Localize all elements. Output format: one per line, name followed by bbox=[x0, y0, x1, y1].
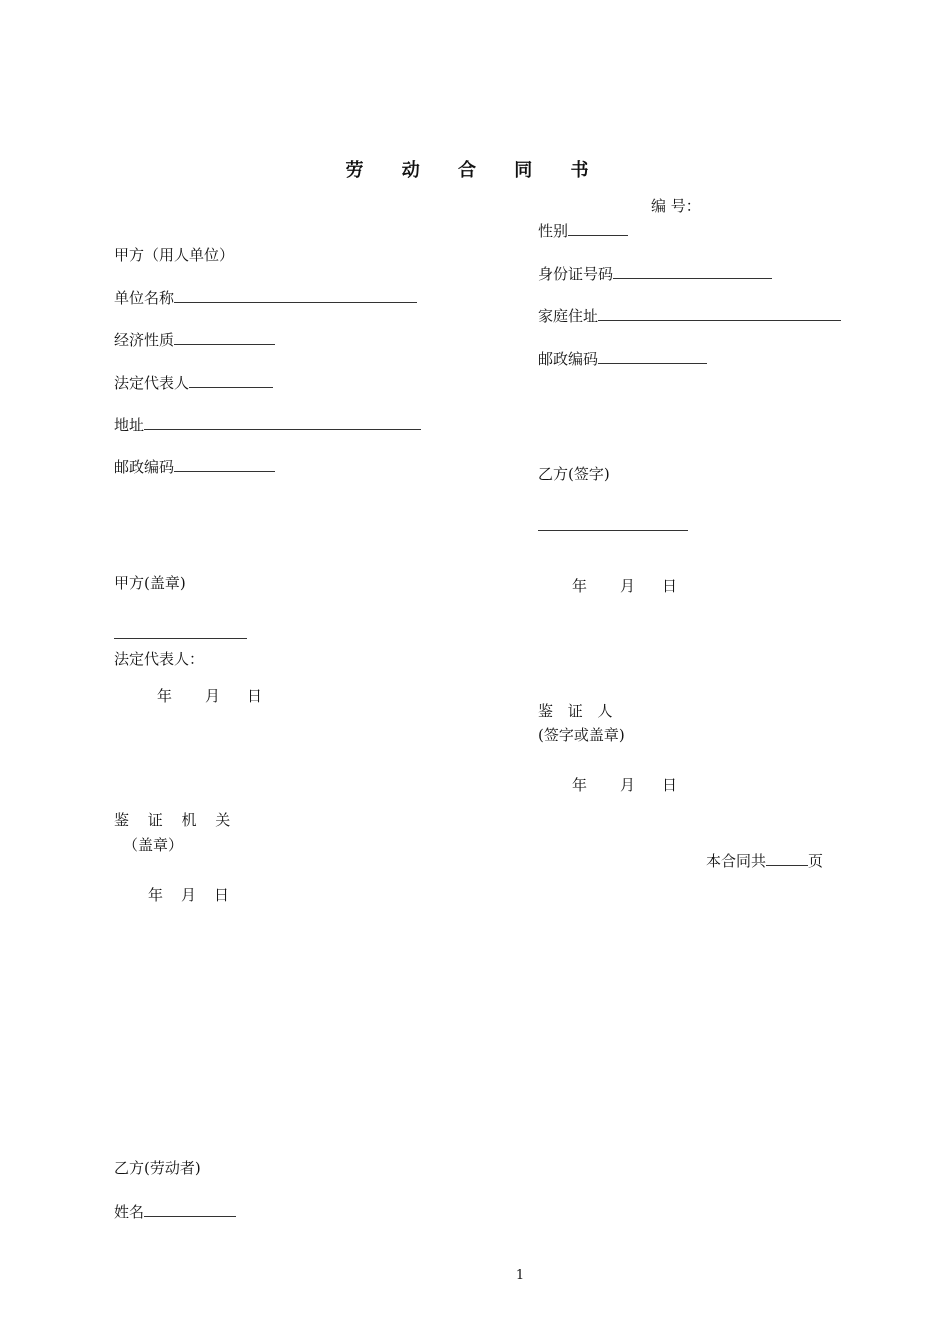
page-number: 1 bbox=[515, 1268, 525, 1283]
authority-day: 日 bbox=[214, 886, 230, 904]
page-count-row bbox=[706, 850, 823, 871]
witness-label: 鉴 证 人 bbox=[538, 702, 618, 720]
party-b-name-label: 姓名 bbox=[114, 1203, 145, 1221]
party-a-seal-label: 甲方(盖章) bbox=[114, 574, 186, 592]
party-b-postcode-blank[interactable] bbox=[598, 348, 707, 364]
party-b-date bbox=[572, 576, 677, 596]
party-a-rep-row bbox=[114, 372, 273, 393]
party-b-gender-blank[interactable] bbox=[568, 220, 628, 236]
party-a-signature-line[interactable] bbox=[114, 638, 247, 639]
party-a-nature-label: 经济性质 bbox=[114, 331, 175, 349]
party-a-name-blank[interactable] bbox=[174, 287, 417, 303]
party-b-address-label: 家庭住址 bbox=[538, 307, 599, 325]
party-a-address-blank[interactable] bbox=[144, 414, 421, 430]
authority-date bbox=[148, 885, 229, 905]
party-b-postcode-row bbox=[538, 348, 707, 369]
party-b-gender-row bbox=[538, 220, 628, 241]
party-a-rep-blank[interactable] bbox=[189, 372, 273, 388]
party-a-address-row bbox=[114, 414, 421, 435]
party-b-year: 年 bbox=[572, 577, 588, 595]
document-title: 劳 动 合 同 书 bbox=[345, 160, 605, 181]
party-a-month: 月 bbox=[205, 687, 221, 705]
authority-month: 月 bbox=[181, 886, 197, 904]
party-a-postcode-row bbox=[114, 456, 275, 477]
party-a-heading: 甲方（用人单位） bbox=[114, 246, 235, 264]
party-a-nature-row bbox=[114, 329, 275, 350]
party-b-address-blank[interactable] bbox=[598, 305, 841, 321]
party-a-name-label: 单位名称 bbox=[114, 289, 175, 307]
party-a-rep-sign-label: 法定代表人： bbox=[114, 650, 205, 668]
party-b-id-blank[interactable] bbox=[613, 263, 772, 279]
party-b-signature-line[interactable] bbox=[538, 530, 688, 531]
party-b-name-blank[interactable] bbox=[144, 1201, 236, 1217]
witness-year: 年 bbox=[572, 776, 588, 794]
party-b-day: 日 bbox=[662, 577, 678, 595]
witness-date bbox=[572, 775, 677, 795]
party-a-address-label: 地址 bbox=[114, 416, 145, 434]
party-b-month: 月 bbox=[620, 577, 636, 595]
party-b-id-row bbox=[538, 263, 772, 284]
party-b-id-label: 身份证号码 bbox=[538, 265, 614, 283]
page-count-blank[interactable] bbox=[766, 850, 808, 866]
contract-number-label: 编 号： bbox=[651, 197, 701, 215]
authority-year: 年 bbox=[148, 886, 164, 904]
party-b-postcode-label: 邮政编码 bbox=[538, 350, 599, 368]
party-a-day: 日 bbox=[247, 687, 263, 705]
page-count-prefix: 本合同共 bbox=[706, 852, 767, 870]
party-b-sign-label: 乙方(签字) bbox=[538, 465, 610, 483]
page-count-suffix: 页 bbox=[808, 852, 824, 870]
authority-seal: （盖章） bbox=[123, 836, 184, 854]
party-a-postcode-blank[interactable] bbox=[174, 456, 275, 472]
party-a-rep-label: 法定代表人 bbox=[114, 374, 190, 392]
party-b-heading: 乙方(劳动者) bbox=[114, 1159, 201, 1177]
witness-day: 日 bbox=[662, 776, 678, 794]
party-a-nature-blank[interactable] bbox=[174, 329, 275, 345]
party-a-postcode-label: 邮政编码 bbox=[114, 458, 175, 476]
party-a-name-row bbox=[114, 287, 417, 308]
party-a-date bbox=[157, 686, 262, 706]
party-b-gender-label: 性别 bbox=[538, 222, 569, 240]
party-a-year: 年 bbox=[157, 687, 173, 705]
authority-label: 鉴 证 机 关 bbox=[114, 811, 238, 829]
party-b-name-row bbox=[114, 1201, 236, 1222]
witness-sign: (签字或盖章) bbox=[538, 726, 625, 744]
party-b-address-row bbox=[538, 305, 841, 326]
witness-month: 月 bbox=[620, 776, 636, 794]
